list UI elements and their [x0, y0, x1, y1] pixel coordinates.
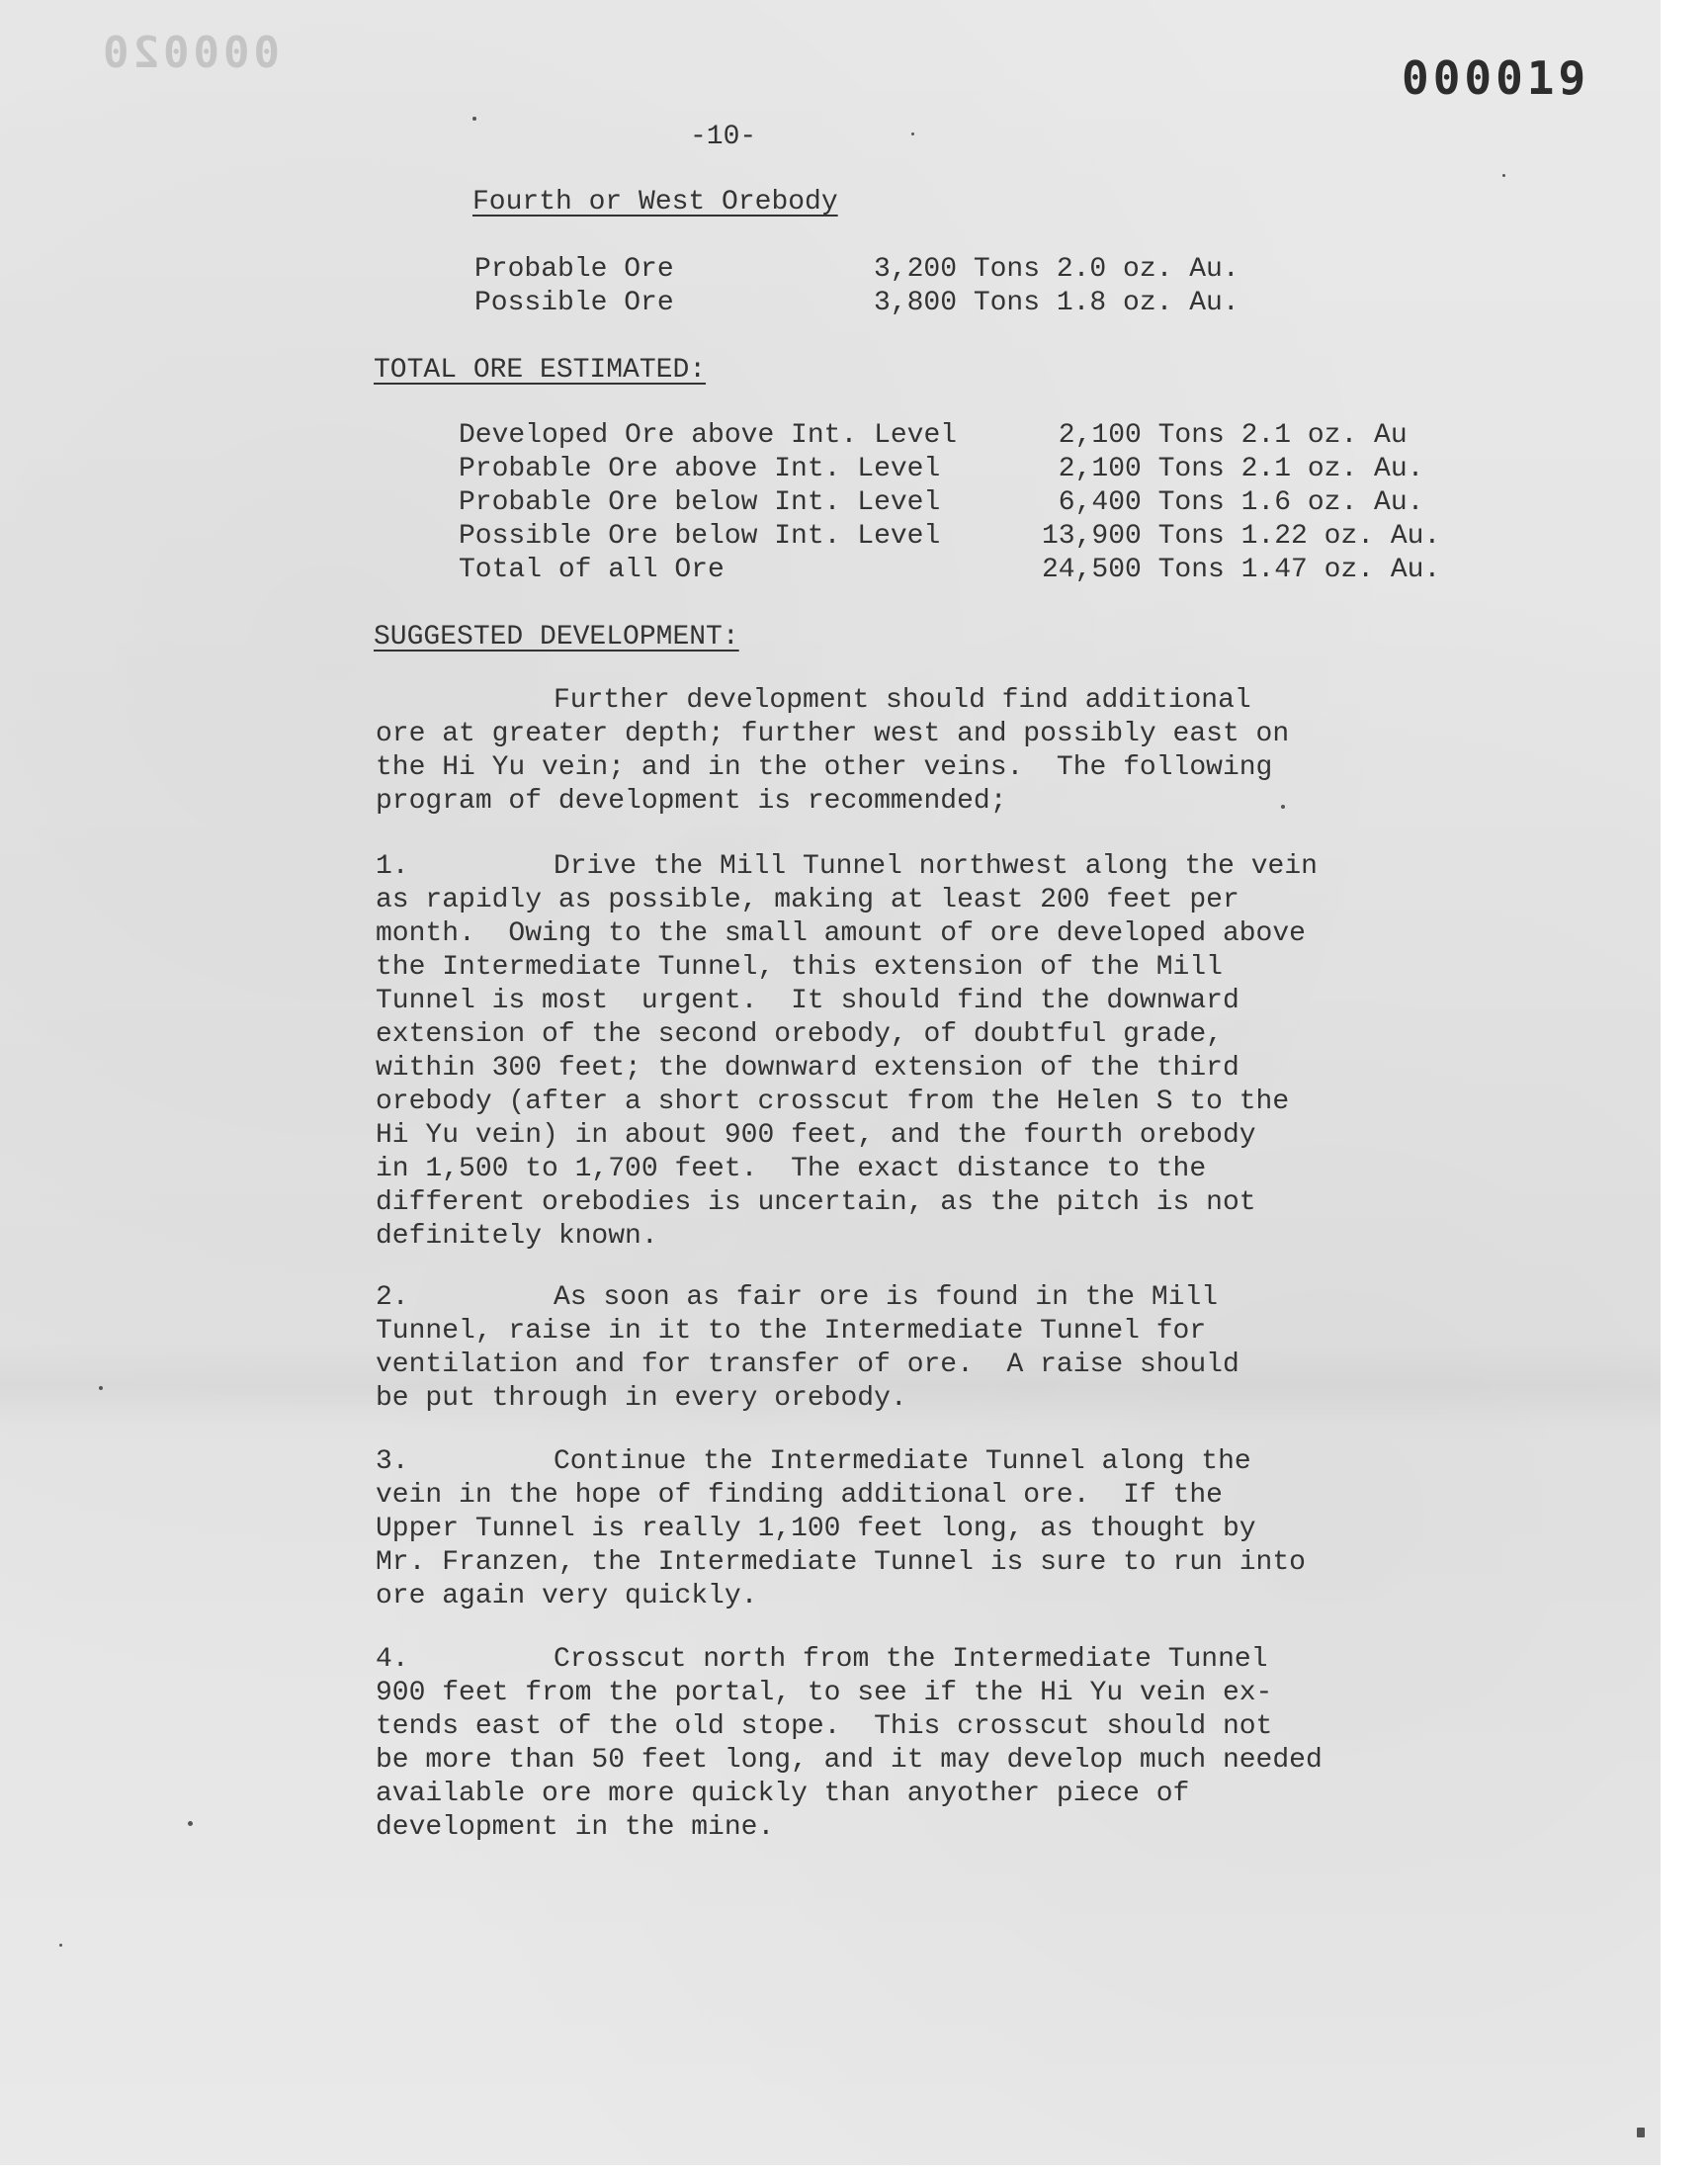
paragraph-line: the Hi Yu vein; and in the other veins. The following: [376, 752, 1273, 783]
paragraph-line: Mr. Franzen, the Intermediate Tunnel is sure to run into: [376, 1547, 1306, 1578]
row-value: 13,900 Tons 1.22 oz. Au.: [1042, 521, 1441, 552]
item-2-paragraph: [376, 1281, 1344, 1416]
page-number: -10-: [690, 122, 757, 152]
paragraph-line: be put through in every orebody.: [376, 1383, 907, 1414]
table-row: [474, 287, 1239, 320]
scan-speck: [1502, 174, 1505, 177]
row-value: 2,100 Tons 2.1 oz. Au.: [1042, 454, 1424, 484]
item-number: 3.: [376, 1446, 409, 1477]
row-label: Probable Ore: [474, 254, 674, 285]
table-row: [459, 486, 1440, 520]
scan-speck: [188, 1821, 193, 1826]
mirrored-page-stamp: 000020: [99, 28, 280, 78]
suggested-development-heading: SUGGESTED DEVELOPMENT:: [374, 622, 739, 652]
paragraph-line: Tunnel is most urgent. It should find the downward: [376, 986, 1239, 1016]
row-label: Developed Ore above Int. Level: [459, 420, 958, 451]
row-label: Possible Ore: [474, 288, 674, 318]
paragraph-line: Hi Yu vein) in about 900 feet, and the fourth orebody: [376, 1120, 1256, 1151]
paragraph-line: vein in the hope of finding additional ore. If the: [376, 1480, 1223, 1511]
scan-margin-bottom: [0, 2165, 1708, 2175]
paragraph-line: 4. Crosscut north from the Intermediate Tunnel: [376, 1644, 1268, 1675]
scan-speck: [99, 1386, 103, 1390]
paragraph-line: in 1,500 to 1,700 feet. The exact distance to the: [376, 1154, 1207, 1184]
item-number: 4.: [376, 1644, 409, 1675]
item-3-paragraph: [376, 1445, 1344, 1613]
table-row: [474, 253, 1239, 287]
scan-speck: [911, 132, 914, 135]
paragraph-line: the Intermediate Tunnel, this extension of the Mill: [376, 952, 1223, 983]
paragraph-line: 1. Drive the Mill Tunnel northwest along the vein: [376, 851, 1318, 882]
paragraph-line: be more than 50 feet long, and it may develop much needed: [376, 1745, 1323, 1776]
paragraph-line: ventilation and for transfer of ore. A raise should: [376, 1349, 1239, 1380]
paragraph-line: 3. Continue the Intermediate Tunnel along the: [376, 1446, 1251, 1477]
total-ore-heading: TOTAL ORE ESTIMATED:: [374, 355, 707, 386]
paragraph-line: different orebodies is uncertain, as the pitch is not: [376, 1187, 1256, 1218]
row-label: Probable Ore above Int. Level: [459, 454, 941, 484]
paragraph-line: ore at greater depth; further west and possibly east on: [376, 719, 1290, 749]
fourth-orebody-heading: Fourth or West Orebody: [472, 187, 838, 218]
row-value: 6,400 Tons 1.6 oz. Au.: [1042, 487, 1424, 518]
paragraph-line: extension of the second orebody, of doubtful grade,: [376, 1019, 1223, 1050]
paragraph-line: 2. As soon as fair ore is found in the Mill: [376, 1282, 1219, 1313]
item-number: 2.: [376, 1282, 409, 1313]
paragraph-line: ore again very quickly.: [376, 1581, 758, 1611]
paragraph-line: development in the mine.: [376, 1812, 775, 1843]
row-value: 3,200 Tons 2.0 oz. Au.: [874, 254, 1239, 285]
item-1-paragraph: [376, 850, 1344, 1254]
scan-speck: [59, 1944, 62, 1947]
row-value: 24,500 Tons 1.47 oz. Au.: [1042, 555, 1441, 585]
fourth-orebody-table: [474, 253, 1239, 320]
item-number: 1.: [376, 851, 409, 882]
scan-margin-right: [1661, 0, 1708, 2175]
paragraph-line: month. Owing to the small amount of ore developed above: [376, 918, 1306, 949]
paragraph-line: as rapidly as possible, making at least 200 feet per: [376, 885, 1239, 915]
scan-speck: [1637, 2128, 1645, 2137]
intro-paragraph: [376, 684, 1344, 819]
item-4-paragraph: [376, 1643, 1344, 1845]
row-label: Total of all Ore: [459, 555, 725, 585]
scan-speck: [472, 117, 476, 121]
scan-speck: [1281, 805, 1285, 809]
paragraph-line: tends east of the old stope. This crosscut should not: [376, 1711, 1273, 1742]
row-label: Probable Ore below Int. Level: [459, 487, 941, 518]
paragraph-line: within 300 feet; the downward extension of the third: [376, 1053, 1239, 1084]
paragraph-line: orebody (after a short crosscut from the Helen S to the: [376, 1087, 1290, 1117]
paragraph-line: Tunnel, raise in it to the Intermediate Tunnel for: [376, 1316, 1207, 1347]
paragraph-line: Further development should find additional: [554, 685, 1251, 716]
total-ore-table: [459, 419, 1440, 587]
table-row: [459, 453, 1440, 486]
paragraph-line: Upper Tunnel is really 1,100 feet long, as thought by: [376, 1514, 1256, 1544]
paragraph-line: program of development is recommended;: [376, 786, 1007, 817]
paragraph-line: 900 feet from the portal, to see if the Hi Yu vein ex-: [376, 1678, 1273, 1708]
row-value: 2,100 Tons 2.1 oz. Au: [1042, 420, 1408, 451]
table-row: [459, 554, 1440, 587]
row-label: Possible Ore below Int. Level: [459, 521, 941, 552]
paragraph-line: available ore more quickly than anyother piece of: [376, 1779, 1190, 1809]
table-row: [459, 520, 1440, 554]
page-stamp: 000019: [1402, 51, 1590, 105]
paragraph-line: definitely known.: [376, 1221, 658, 1252]
table-row: [459, 419, 1440, 453]
row-value: 3,800 Tons 1.8 oz. Au.: [874, 288, 1239, 318]
